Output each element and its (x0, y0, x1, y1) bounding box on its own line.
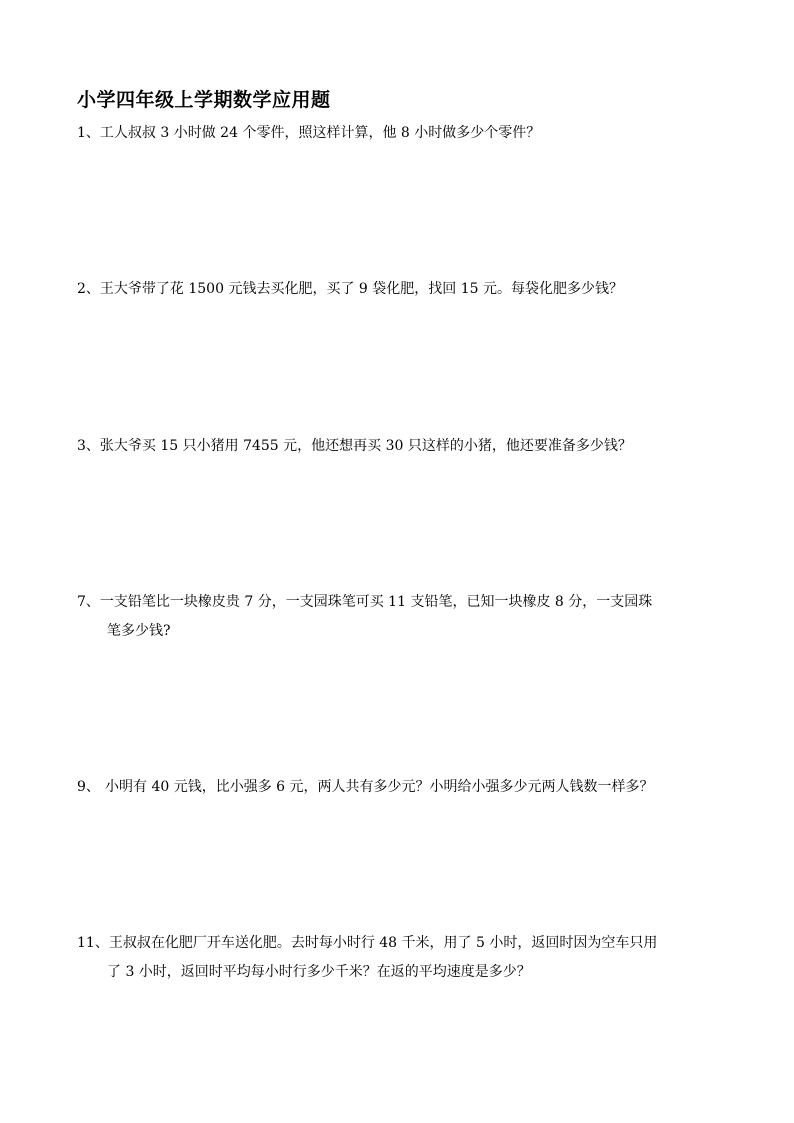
question-11 (77, 929, 723, 987)
question-7-line-2: 笔多少钱? (107, 623, 171, 639)
question-3-line-1 (77, 432, 723, 461)
question-number: 11、 (77, 935, 109, 951)
question-9-line-1 (77, 773, 723, 802)
page-title: 小学四年级上学期数学应用题 (77, 89, 331, 111)
question-text: 工人叔叔 3 小时做 24 个零件，照这样计算，他 8 小时做多少个零件？ (99, 125, 541, 141)
question-7 (77, 588, 723, 646)
question-text: 一支铅笔比一块橡皮贵 7 分，一支园珠笔可买 11 支铅笔，已知一块橡皮 8 分，一支园珠 (99, 594, 653, 610)
question-number: 3、 (77, 438, 100, 454)
question-2 (77, 275, 723, 304)
question-3 (77, 432, 723, 461)
question-1-line-1 (77, 119, 723, 148)
question-number: 7、 (77, 594, 100, 610)
question-number: 9、 (77, 779, 100, 795)
question-9 (77, 773, 723, 802)
question-11-line-2: 了 3 小时，返回时平均每小时行多少千米？在返的平均速度是多少？ (107, 964, 531, 980)
question-1 (77, 119, 723, 148)
question-text: 王大爷带了花 1500 元钱去买化肥，买了 9 袋化肥，找回 15 元。每袋化肥多少钱？ (99, 281, 623, 297)
question-number: 1、 (77, 125, 100, 141)
question-text: 王叔叔在化肥厂开车送化肥。去时每小时行 48 千米，用了 5 小时，返回时因为空车只用 (108, 935, 658, 951)
question-11-line-1 (77, 929, 723, 958)
question-7-line-1 (77, 588, 723, 617)
question-number: 2、 (77, 281, 100, 297)
question-text: 张大爷买 15 只小猪用 7455 元，他还想再买 30 只这样的小猪，他还要准备多少钱？ (99, 438, 632, 454)
question-2-line-1 (77, 275, 723, 304)
question-text: 小明有 40 元钱，比小强多 6 元，两人共有多少元？小明给小强多少元两人钱数一样多？ (105, 779, 654, 795)
